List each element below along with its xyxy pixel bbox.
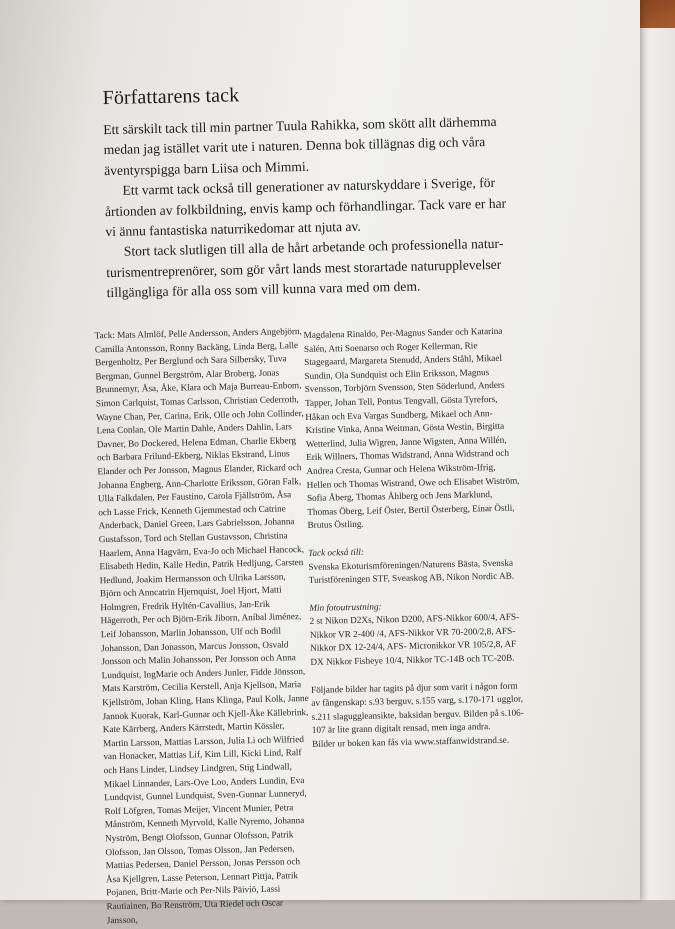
page-title: Författarens tack (102, 84, 240, 110)
intro-paragraph-1: Ett särskilt tack till min partner Tuula Rahikka, som skött allt därhemma medan jag istället varit ute i naturen. Denna bok tillägnas dig och våra äventyrspigga barn Liisa och Mimmi. (103, 113, 497, 178)
intro-paragraph-2: Ett varmt tack också till generationer av naturskyddare i Sverige, för årtionden av folkbildning, envis kamp och förhandlingar. Tack vare er har vi ännu fantastiska naturrikedomar att njuta av. (104, 175, 507, 240)
thanks-list-left: Tack: Mats Almlöf, Pelle Andersson, Anders Angebjörn, Camilla Antonsson, Ronny Backäng, Linda Berg, Lalle Bergenholtz, Per Berglund och Sara Silbersky, Tuva Bergman, Gunnel Bergström, Alar Broberg, Jonas Brunnemyr, Åsa, Åke, Klara och Maja Burreau-Enbom, Simon Carlquist, Tomas Carlsson, Christian Cederroth, Wayne Chan, Per, Carina, Erik, Olle och John Collinder, Lena Conlan, Ole Martin Dahle, Anders Dahlin, Lars Davner, Bo Dockered, Helena Edman, Charlie Ekberg och Barbara Frilund-Ekberg, Niklas Ekstrand, Linus Elander och Per Jonsson, Magnus Elander, Rickard och Johanna Engberg, Ann-Charlotte Eriksson, Göran Falk, Ulla Falkdalen, Per Faustino, Carola Fjällström, Åsa och Lasse Frick, Kenneth Gjemmestad och Catrine Anderback, Daniel Green, Lars Gabrielsson, Johanna Gustafsson, Tord och Stellan Gustavsson, Christina Haarlem, Anna Hagvärn, Eva-Jo och Michael Hancock, Elisabeth Hedin, Kalle Hedin, Patrik Hedljung, Carsten Hedlund, Joakim Hermansson och Ulrika Larsson, Björn och Anncatrin Hjernquist, Joel Hjort, Matti Holmgren, Fredrik Hyltén-Cavallius, Jan-Erik Hägerroth, Per och Björn-Erik Jiborn, Aníbal Jiménez, Leif Johansson, Marlin Johansson, Ulf och Bodil Johansson, Dan Jonasson, Marcus Jonsson, Osvald Jonsson och Malin Johansson, Per Jonsson och Anna Lundquist, IngMarie och Anders Junler, Fidde Jönsson, Mats Karström, Cecilia Kerstell, Anja Kjellson, Maria Kjellström, Johan Kling, Hans Klinga, Paul Kolk, Janne Jannok Kuorak, Karl-Gunnar och Kjell-Åke Källebrink, Kate Kärrberg, Anders Kärrstedt, Martin Kössler, Martin Larsson, Mattias Larsson, Julia Li och Wilfried van Honacker, Mattias Lif, Kim Lill, Kicki Lind, Ralf och Hans Linder, Lindsey Lindgren, Stig Lindwall, Mikael Linnander, Lars-Ove Loo, Anders Lundin, Eva Lundqvist, Gunnel Lundquist, Sven-Gunnar Lunneryd, Rolf Löfgren, Tomas Meijer, Vincent Munier, Petra Månström, Kenneth Myrvold, Kalle Nyremo, Johanna Nyström, Bengt Olofsson, Gunnar Olofsson, Patrik Olofsson, Jan Olsson, Tomas Olsson, Jan Pedersen, Mattias Pedersen, Daniel Persson, Jonas Persson och Åsa Kjellgren, Lasse Peterson, Lennart Pittja, Patrik Pojanen, Britt-Marie och Per-Nils Päiviö, Lassi Rautiainen, Bo Renström, Uta Riedel och Oscar Jansson, (94, 326, 309, 925)
book-images-note: Bilder ur boken kan fås via www.staffanwidstrand.se. (312, 734, 510, 749)
also-thanks-text: Svenska Ekoturismföreningen/Naturens Bästa, Svenska Turistföreningen STF, Sveaskog AB, Nikon Nordic AB. (308, 557, 515, 586)
equipment-text: 2 st Nikon D2Xs, Nikon D200, AFS-Nikkor 600/4, AFS-Nikkor VR 2-400 /4, AFS-Nikkor VR 70-200/2,8, AFS-Nikkor DX 12-24/4, AFS- Micronikkor VR 105/2,8, AF DX Nikkor Fisheye 10/4, Nikkor TC-14B och TC-20B. (309, 611, 520, 667)
thanks-list-right: Magdalena Rinaldo, Per-Magnus Sander och Katarina Salén, Atti Soenarso och Roger Kellerman, Rie Stagegaard, Margareta Stenudd, Anders Ståhl, Mikael Sundin, Ola Sundquist och Elin Eriksson, Magnus Svensson, Torbjörn Svensson, Sten Söderlund, Anders Tapper, Johan Tell, Pontus Tengvall, Gösta Tyrefors, Håkan och Eva Vargas Sundberg, Mikael och Ann-Kristine Vinka, Anna Weitman, Gösta Westin, Birgitta Wetterlind, Julia Wigren, Janne Wigsten, Anna Willén, Erik Willners, Thomas Widstrand, Anna Widstrand och Andrea Cresta, Gunnar och Helena Wikström-Ifrig, Hellen och Thomas Wistrand, Owe och Elisabet Wiström, Sofia Åberg, Thomas Åhlberg och Jens Marklund, Thomas Öberg, Leif Öster, Bertil Österberg, Einar Östli, Brutus Östling. (303, 325, 520, 531)
captive-animals-note: Följande bilder har tagits på djur som varit i någon form av fångenskap: s.93 berguv, s.155 varg, s.170-171 ugglor, s.211 slagugglеansikte, baksidan berguv. Bilden på s.106-107 är lite grann digitalt rensad, men inga andra. (310, 680, 524, 736)
thanks-column-right (303, 324, 526, 751)
thanks-column-left (94, 325, 314, 927)
equipment-heading: Min fotoutrustning: (309, 601, 382, 613)
also-thanks-heading: Tack också till: (308, 546, 365, 558)
intro-text (103, 112, 515, 304)
intro-paragraph-3: Stort tack slutligen till alla de hårt arbetande och professionella naturturismentreprenörer, som gör vårt lands mest storartade naturupplevelser tillgängliga för alla oss som vill kunna vara med om dem. (106, 236, 504, 301)
